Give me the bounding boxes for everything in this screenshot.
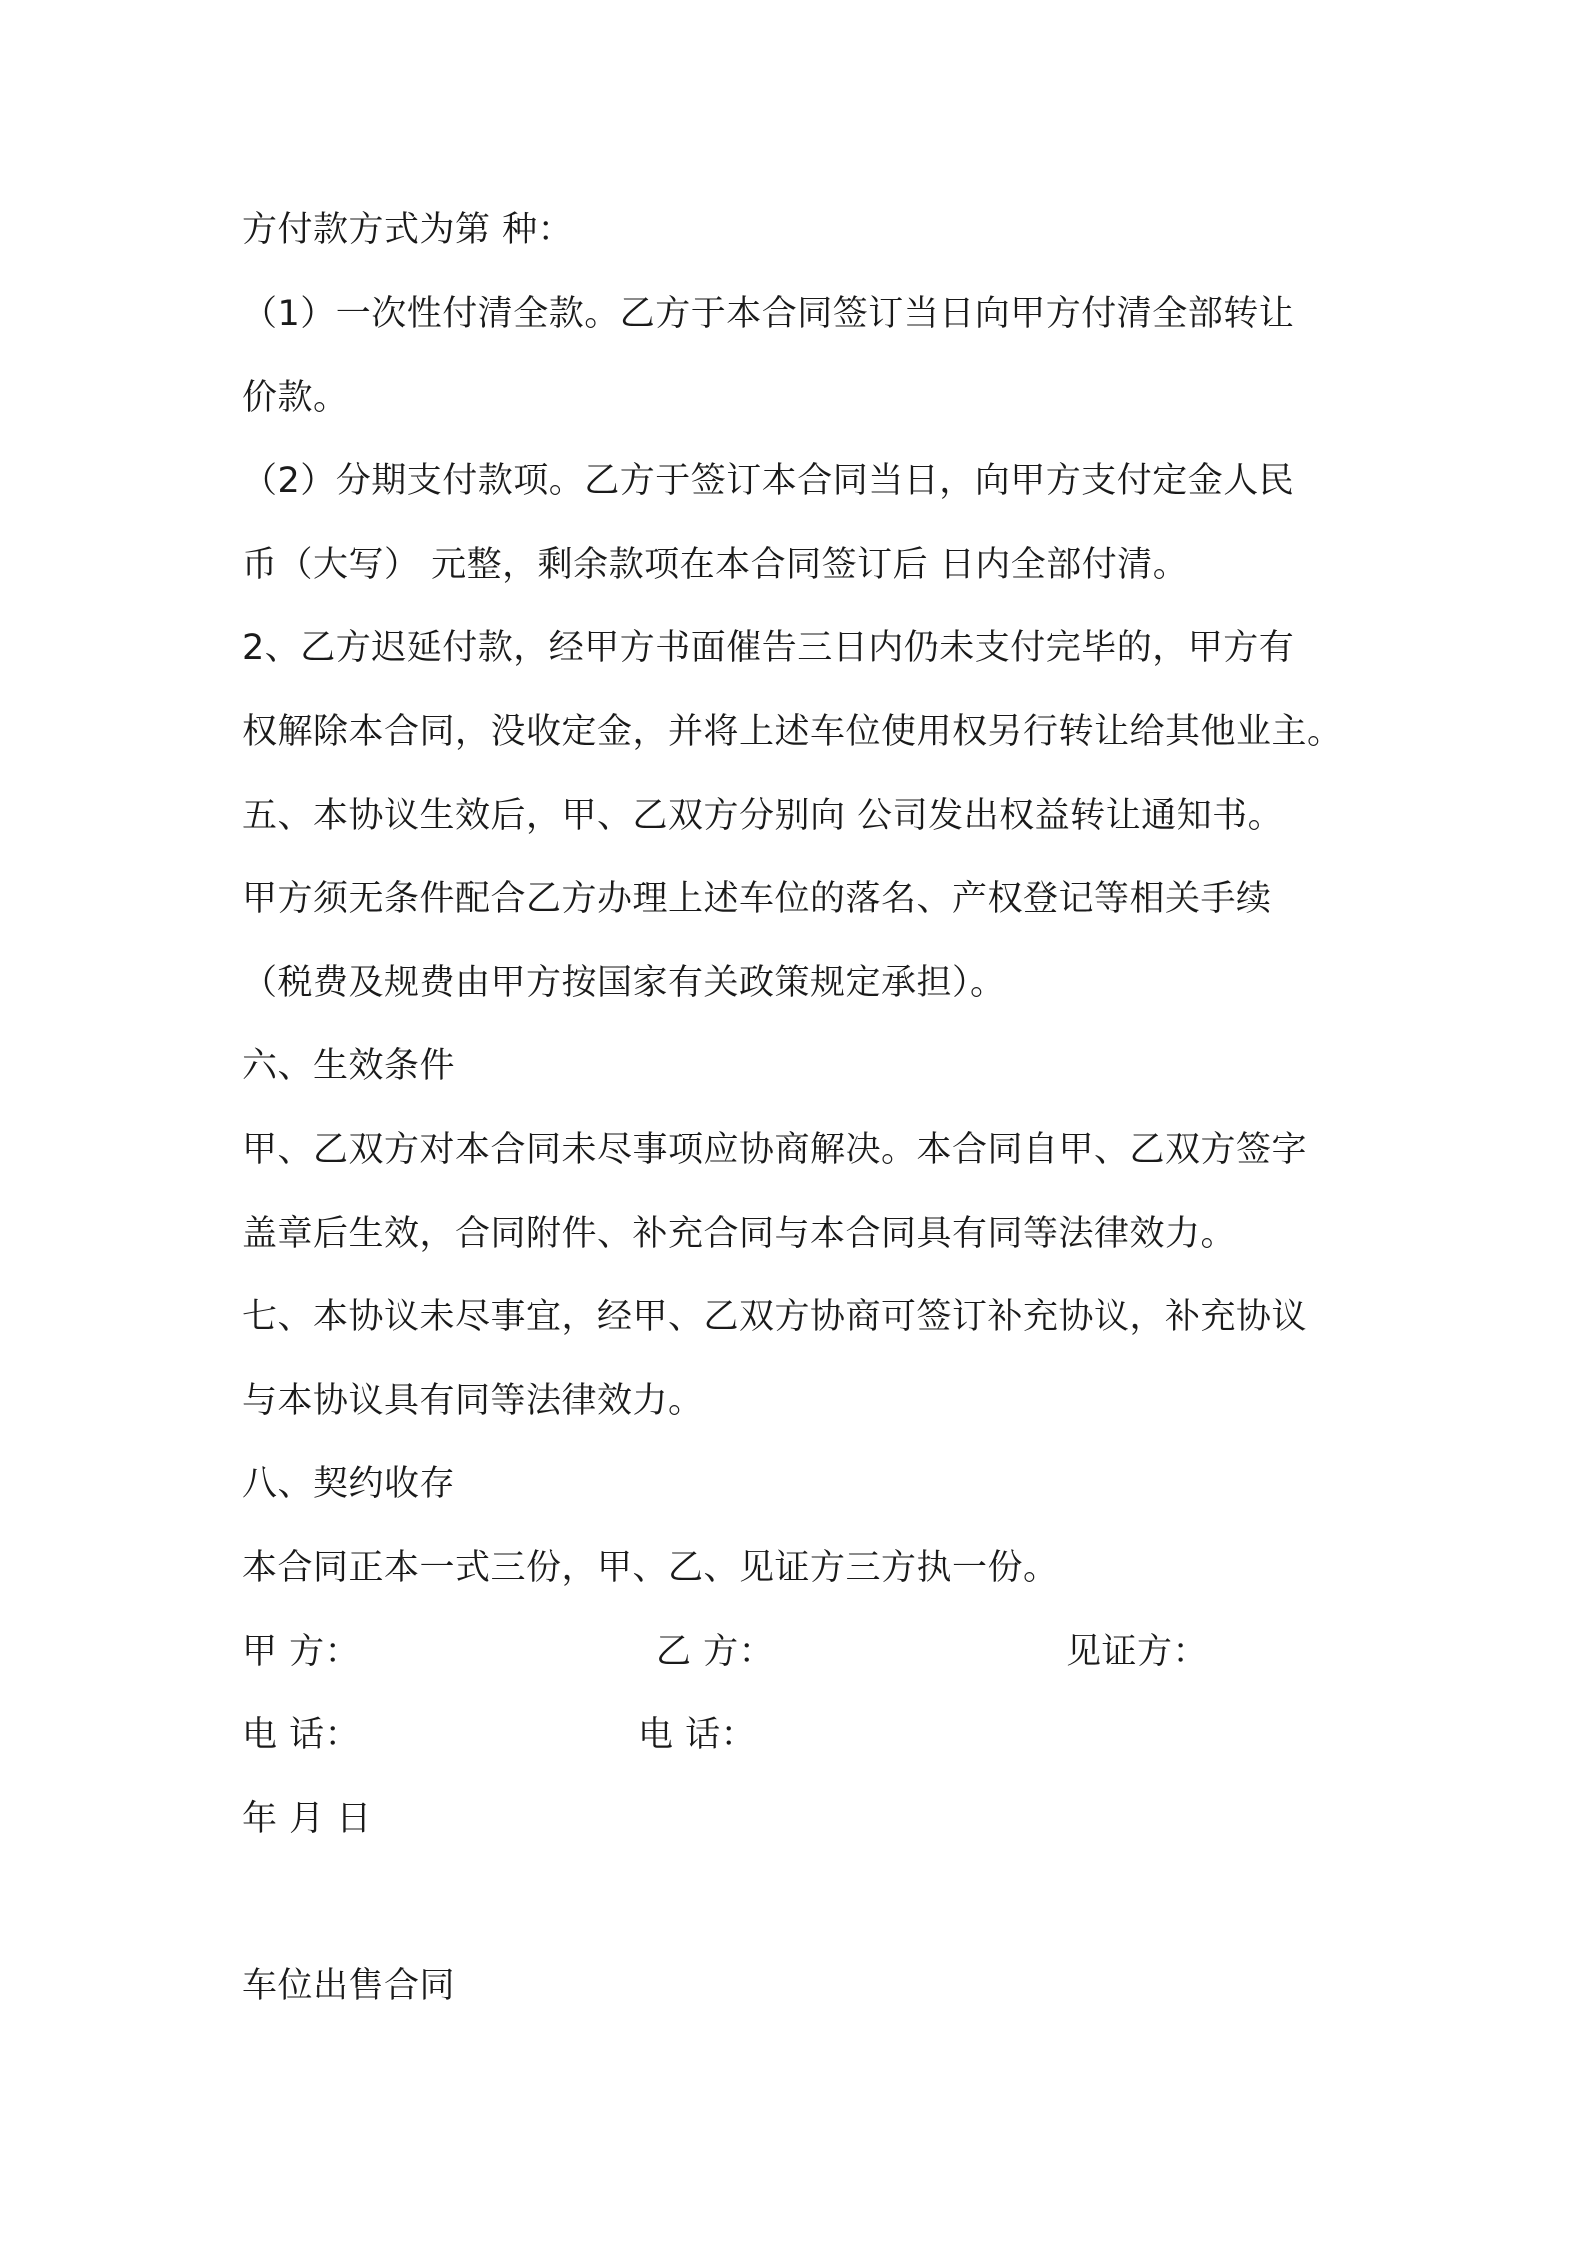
section-6-line-1: 甲、乙双方对本合同未尽事项应协商解决。本合同自甲、乙双方签字 [242,1130,1308,1170]
phone-b-label: 电 话： [638,1715,757,1755]
section-5-line-3: （税费及规费由甲方按国家有关政策规定承担）。 [242,963,1006,1003]
section-7-line-2: 与本协议具有同等法律效力。 [242,1381,704,1421]
section-7-line-1: 七、本协议未尽事宜，经甲、乙双方协商可签订补充协议，补充协议 [242,1297,1308,1337]
clause-2-line-1: 2、乙方迟延付款，经甲方书面催告三日内仍未支付完毕的，甲方有 [242,628,1295,668]
witness-label: 见证方： [1066,1632,1209,1672]
next-contract-title: 车位出售合同 [242,1966,456,2006]
section-8-heading: 八、契约收存 [242,1464,456,1504]
section-6-heading: 六、生效条件 [242,1046,456,1086]
party-a-label: 甲 方： [242,1632,361,1672]
section-8-line-1: 本合同正本一式三份，甲、乙、见证方三方执一份。 [242,1548,1059,1588]
date-label: 年 月 日 [242,1799,372,1839]
party-b-label: 乙 方： [656,1632,775,1672]
phone-a-label: 电 话： [242,1715,361,1755]
payment-method-line: 方付款方式为第 种： [242,210,574,250]
option-1-line-1: （1）一次性付清全款。乙方于本合同签订当日向甲方付清全部转让 [242,294,1295,334]
section-6-line-2: 盖章后生效，合同附件、补充合同与本合同具有同等法律效力。 [242,1214,1237,1254]
option-1-line-2: 价款。 [242,378,349,418]
section-5-line-2: 甲方须无条件配合乙方办理上述车位的落名、产权登记等相关手续 [242,879,1272,919]
option-2-line-2: 币（大写） 元整，剩余款项在本合同签订后 日内全部付清。 [242,545,1189,585]
clause-2-line-2: 权解除本合同，没收定金，并将上述车位使用权另行转让给其他业主。 [242,712,1343,752]
section-5-line-1: 五、本协议生效后，甲、乙双方分别向 公司发出权益转让通知书。 [242,796,1284,836]
option-2-line-1: （2）分期支付款项。乙方于签订本合同当日，向甲方支付定金人民 [242,461,1295,501]
